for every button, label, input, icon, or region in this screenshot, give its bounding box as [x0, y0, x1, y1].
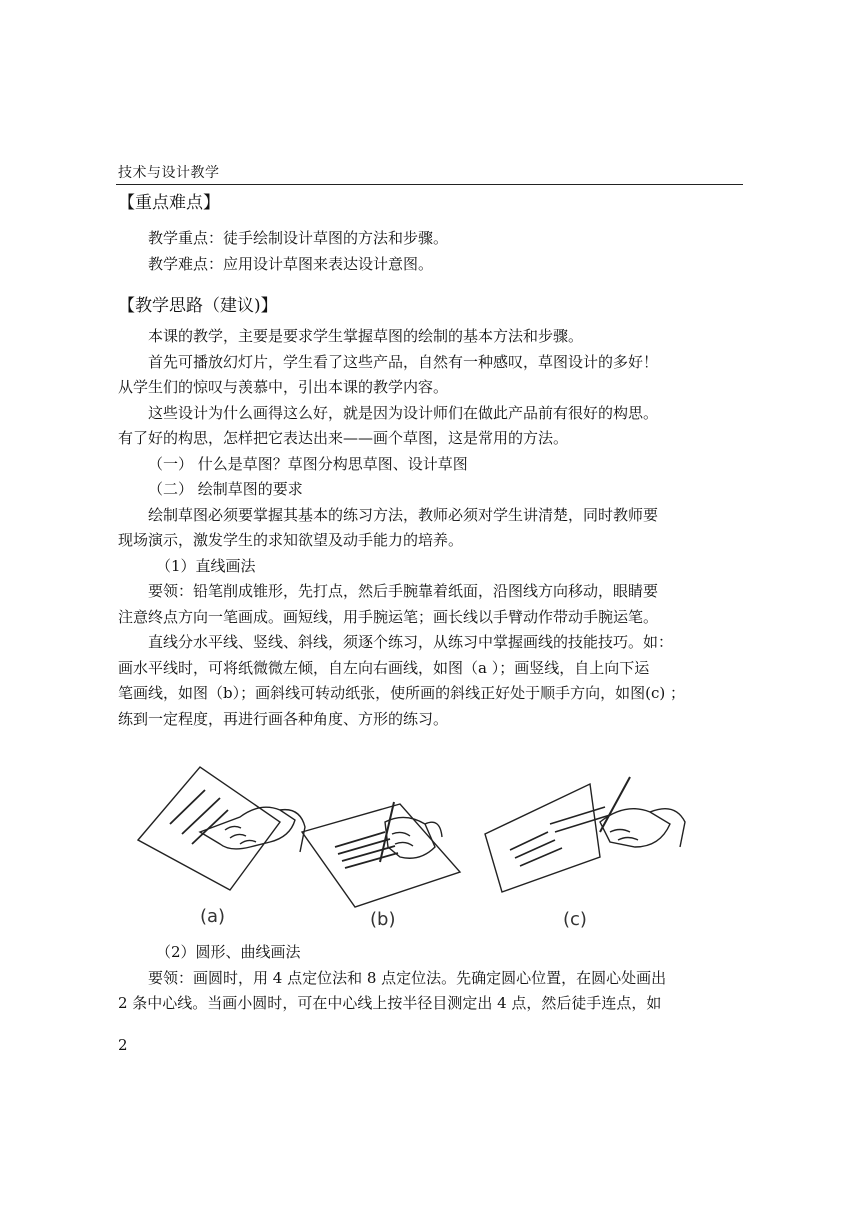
figure-a-illustration	[138, 767, 305, 890]
text-line: 从学生们的惊叹与羡慕中，引出本课的教学内容。	[118, 378, 449, 396]
text-line: 本课的教学，主要是要求学生掌握草图的绘制的基本方法和步骤。	[148, 327, 584, 345]
section-title-key-points: 【重点难点】	[118, 193, 220, 213]
teaching-paragraph	[118, 324, 743, 732]
header-rule	[116, 184, 743, 185]
text-line: 首先可播放幻灯片，学生看了这些产品，自然有一种感叹，草图设计的多好！	[148, 352, 659, 371]
figure-label-c: (c)	[563, 909, 587, 930]
figure-label-a: (a)	[200, 906, 226, 927]
text-line: 要领：画圆时，用 4 点定位法和 8 点定位法。先确定圆心位置，在圆心处画出	[148, 968, 667, 987]
figure-b-illustration	[302, 802, 460, 907]
text-line: 教学重点：徒手绘制设计草图的方法和步骤。	[148, 229, 449, 247]
text-line: 现场演示，激发学生的求知欲望及动手能力的培养。	[118, 531, 464, 549]
text-line: 画水平线时，可将纸微微左倾，自左向右画线，如图（a ）；画竖线，自上向下运	[118, 658, 650, 677]
text-line: 有了好的构思，怎样把它表达出来——画个草图，这是常用的方法。	[118, 429, 569, 447]
figure-label-b: (b)	[370, 909, 396, 930]
page-number: 2	[118, 1036, 128, 1054]
text-line: 要领：铅笔削成锥形，先打点，然后手腕靠着纸面，沿图线方向移动，眼睛要	[148, 582, 659, 600]
text-line: 练到一定程度，再进行画各种角度、方形的练习。	[118, 709, 449, 728]
text-line: （一） 什么是草图？草图分构思草图、设计草图	[148, 454, 468, 473]
running-header: 技术与设计教学	[118, 165, 220, 181]
figure-c-illustration	[485, 777, 685, 892]
text-line: 这些设计为什么画得这么好，就是因为设计师们在做此产品前有很好的构思。	[148, 403, 659, 422]
text-line: （二） 绘制草图的要求	[148, 480, 303, 498]
text-line: 2 条中心线。当画小圆时，可在中心线上按半径目测定出 4 点，然后徒手连点，如	[118, 994, 662, 1012]
key-points-paragraph	[118, 226, 743, 277]
text-line: （1）直线画法	[156, 556, 256, 575]
circle-paragraph	[118, 940, 743, 1017]
text-line: 直线分水平线、竖线、斜线，须逐个练习，从练习中掌握画线的技能技巧。如：	[148, 633, 674, 651]
text-line: （2）圆形、曲线画法	[156, 943, 301, 961]
text-line: 教学难点：应用设计草图来表达设计意图。	[148, 254, 434, 273]
text-line: 绘制草图必须要掌握其基本的练习方法，教师必须对学生讲清楚，同时教师要	[148, 505, 659, 524]
section-title-teaching: 【教学思路（建议)】	[118, 296, 278, 316]
text-line: 笔画线，如图（b）；画斜线可转动纸张，使所画的斜线正好处于顺手方向，如图(c) ；	[118, 684, 685, 702]
drawing-technique-figure	[130, 762, 730, 937]
text-line: 注意终点方向一笔画成。画短线，用手腕运笔；画长线以手臂动作带动手腕运笔。	[118, 607, 659, 626]
